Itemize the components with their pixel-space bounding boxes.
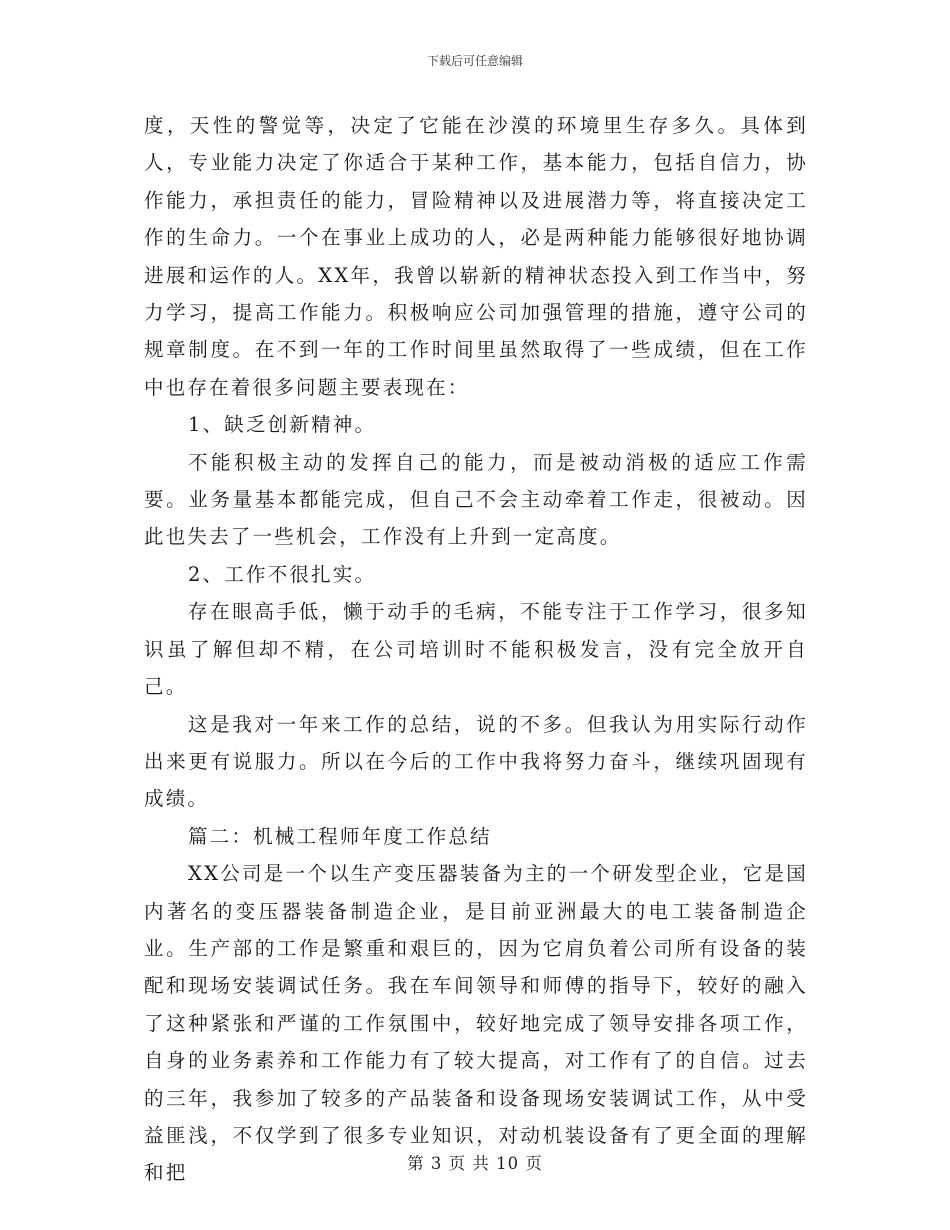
paragraph: 这是我对一年来工作的总结，说的不多。但我认为用实际行动作出来更有说服力。所以在今后的工作中我将努力奋斗，继续巩固现有成绩。 <box>144 712 808 811</box>
section-title: 篇二：机械工程师年度工作总结 <box>188 824 492 848</box>
current-page-number: 3 <box>430 1154 443 1173</box>
page-footer <box>0 1150 950 1174</box>
footer-total-word: 共 <box>472 1154 490 1173</box>
paragraph: XX公司是一个以生产变压器装备为主的一个研发型企业，它是国内著名的变压器装备制造企业，是目前亚洲最大的电工装备制造企业。生产部的工作是繁重和艰巨的，因为它肩负着公司所有设备的装配和现场安装调试任务。我在车间领导和师傅的指导下，较好的融入了这种紧张和严谨的工作氛围中，较好地完成了领导安排各项工作，自身的业务素养和工作能力有了较大提高，对工作有了的自信。过去的三年，我参加了较多的产品装备和设备现场安装调试工作，从中受益匪浅，不仅学到了很多专业知识，对动机装设备有了更全面的理解和把 <box>144 862 808 1185</box>
paragraph: 存在眼高手低，懒于动手的毛病，不能专注于工作学习，很多知识虽了解但却不精，在公司培训时不能积极发言，没有完全放开自己。 <box>144 600 808 699</box>
footer-prefix: 第 <box>407 1154 425 1173</box>
paragraph: 度，天性的警觉等，决定了它能在沙漠的环境里生存多久。具体到人，专业能力决定了你适合于某种工作，基本能力，包括自信力，协作能力，承担责任的能力，冒险精神以及进展潜力等，将直接决定工作的生命力。一个在事业上成功的人，必是两种能力能够很好地协调进展和运作的人。XX年，我曾以崭新的精神状态投入到工作当中，努力学习，提高工作能力。积极响应公司加强管理的措施，遵守公司的规章制度。在不到一年的工作时间里虽然取得了一些成绩，但在工作中也存在着很多问题主要表现在： <box>144 114 808 399</box>
list-heading: 2、工作不很扎实。 <box>188 562 377 586</box>
total-page-number: 10 <box>496 1154 520 1173</box>
footer-suffix: 页 <box>525 1154 543 1173</box>
page-header: 下载后可任意编辑 <box>426 54 523 68</box>
document-body <box>144 107 808 1192</box>
paragraph: 不能积极主动的发挥自己的能力，而是被动消极的适应工作需要。业务量基本都能完成，但自己不会主动牵着工作走，很被动。因此也失去了一些机会，工作没有上升到一定高度。 <box>144 450 808 549</box>
footer-page-word: 页 <box>448 1154 467 1173</box>
list-heading: 1、缺乏创新精神。 <box>188 413 377 437</box>
